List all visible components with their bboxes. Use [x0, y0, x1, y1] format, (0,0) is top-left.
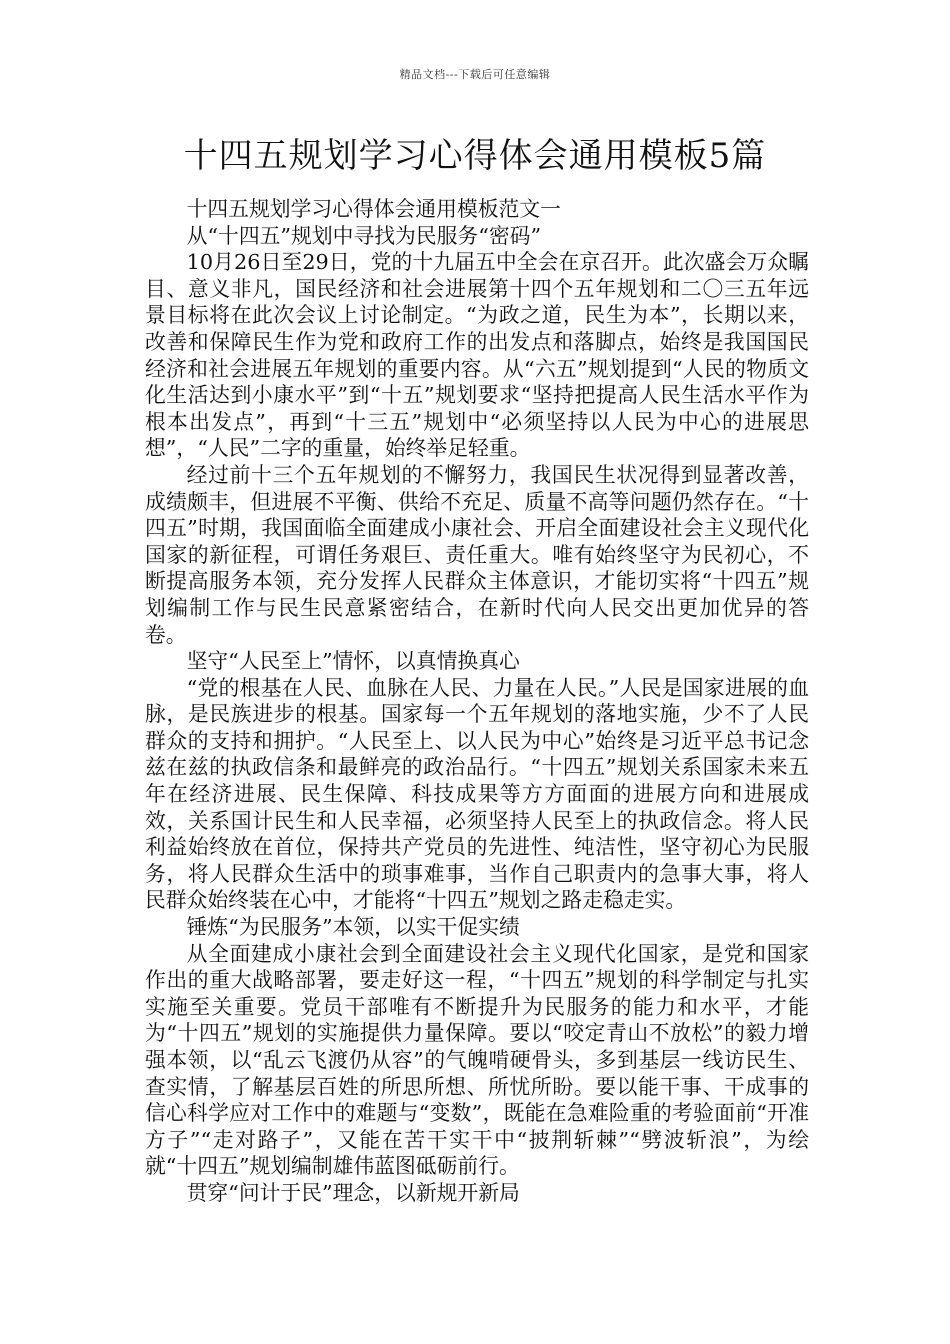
document-title: 十四五规划学习心得体会通用模板5篇 [183, 136, 767, 176]
section-heading-service-skill: 锤炼“为民服务”本领，以实干促实绩 [186, 915, 520, 940]
document-body [145, 196, 809, 1207]
paragraph-1: 10月26日至29日，党的十九届五中全会在京召开。此次盛会万众瞩目、意义非凡，国民经济和社会进展第十四个五年规划和二〇三五年远景目标将在此次会议上讨论制定。“为政之道，民生为本”，长期以来，改善和保障民生作为党和政府工作的出发点和落脚点，始终是我国国民经济和社会进展五年规划的重要内容。从“六五”规划提到“人民的物质文化生活达到小康水平”到“十五”规划要求“坚持把提高人民生活水平作为根本出发点”，再到“十三五”规划中“必须坚持以人民为中心的进展思想”，“人民”二字的重量，始终举足轻重。 [145, 250, 809, 461]
paragraph-4: 从全面建成小康社会到全面建设社会主义现代化国家，是党和国家作出的重大战略部署，要走好这一程，“十四五”规划的科学制定与扎实实施至关重要。党员干部唯有不断提升为民服务的能力和水平，才能为“十四五”规划的实施提供力量保障。要以“咬定青山不放松”的毅力增强本领，以“乱云飞渡仍从容”的气魄啃硬骨头，多到基层一线访民生、查实情，了解基层百姓的所思所想、所忧所盼。要以能干事、干成事的信心科学应对工作中的难题与“变数”，既能在急难险重的考验面前“开准方子”“走对路子”，又能在苦干实干中“披荆斩棘”“劈波斩浪”，为绘就“十四五”规划编制雄伟蓝图砥砺前行。 [145, 941, 809, 1179]
section-heading-consult-people: 贯穿“问计于民”理念，以新规开新局 [186, 1180, 520, 1205]
section-heading-intro: 从“十四五”规划中寻找为民服务“密码” [186, 223, 542, 248]
subtitle-sample-one: 十四五规划学习心得体会通用模板范文一 [186, 197, 561, 221]
header-note: 精品文档---下载后可任意编辑 [399, 68, 551, 81]
paragraph-2: 经过前十三个五年规划的不懈努力，我国民生状况得到显著改善，成绩颇丰，但进展不平衡、供给不充足、质量不高等问题仍然存在。“十四五”时期，我国面临全面建成小康社会、开启全面建设社会主义现代化国家的新征程，可谓任务艰巨、责任重大。唯有始终坚守为民初心，不断提高服务本领，充分发挥人民群众主体意识，才能切实将“十四五”规划编制工作与民生民意紧密结合，在新时代向人民交出更加优异的答卷。 [145, 462, 809, 647]
paragraph-3: “党的根基在人民、血脉在人民、力量在人民。”人民是国家进展的血脉，是民族进步的根基。国家每一个五年规划的落地实施，少不了人民群众的支持和拥护。“人民至上、以人民为中心”始终是习近平总书记念兹在兹的执政信条和最鲜亮的政治品行。“十四五”规划关系国家未来五年在经济进展、民生保障、科技成果等方方面面的进展方向和进展成效，关系国计民生和人民幸福，必须坚持人民至上的执政信念。将人民利益始终放在首位，保持共产党员的先进性、纯洁性，坚守初心为民服务，将人民群众生活中的琐事难事，当作自己职责内的急事大事，将人民群众始终装在心中，才能将“十四五”规划之路走稳走实。 [145, 675, 809, 913]
section-heading-people-first: 坚守“人民至上”情怀，以真情换真心 [186, 649, 520, 674]
